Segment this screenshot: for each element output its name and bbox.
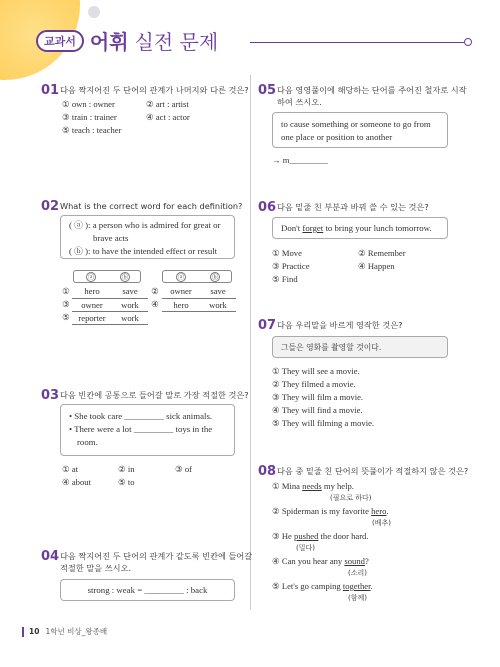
q08-opt5-gloss: (함께) — [348, 594, 367, 602]
q08-option-2[interactable] — [272, 506, 389, 517]
q02-col-b2: ⓑ — [211, 273, 219, 281]
footer-accent-bar — [22, 627, 24, 637]
q08-opt5-pre: ⑤ Let's go camping — [272, 581, 343, 591]
q08-opt1-gloss: (필요로 하다) — [330, 494, 372, 502]
q06-option-5[interactable]: ⑤ Find — [272, 274, 298, 284]
q02-number: 02 — [41, 199, 60, 214]
q02-row-2[interactable] — [60, 298, 236, 311]
q07-number: 07 — [258, 318, 277, 333]
q02-header-a — [73, 270, 141, 283]
q03-line-1: • She took care _________ sick animals. — [69, 411, 213, 421]
q02-definition-box — [60, 215, 235, 259]
q02-def2: ( ⓑ ): to have the intended effect or result — [69, 246, 218, 256]
q06-sentence-post: to bring your lunch tomorrow. — [323, 223, 432, 233]
q02-cell: reporter — [72, 311, 112, 324]
q04-text-1: 다음 짝지어진 두 단어의 관계가 같도록 빈칸에 들어갈 — [60, 551, 253, 561]
q03-line-2: • There were a lot _________ toys in the — [69, 424, 213, 434]
textbook-badge: 교과서 — [36, 30, 84, 52]
q08-opt4-pre: ④ Can you hear any — [272, 556, 345, 566]
q02-cell: save — [200, 285, 236, 298]
q03-text: 다음 빈칸에 공통으로 들어갈 말로 가장 적절한 것은? — [60, 390, 249, 400]
q06-option-2[interactable]: ② Remember — [358, 248, 406, 258]
q08-option-4[interactable] — [272, 556, 369, 567]
q08-opt1-post: my help. — [321, 481, 354, 491]
q02-cell: owner — [162, 285, 200, 298]
q07-option-2[interactable]: ② They filmed a movie. — [272, 379, 356, 389]
q07-option-1[interactable]: ① They will see a movie. — [272, 366, 360, 376]
q08-opt2-word: hero — [371, 506, 387, 516]
q08-option-5[interactable] — [272, 581, 373, 592]
q02-col-a2: ⓐ — [177, 273, 185, 281]
q06-option-3[interactable]: ③ Practice — [272, 261, 310, 271]
q02-opt-num: ① — [62, 286, 70, 296]
q02-opt-num: ② — [151, 286, 159, 296]
q03-option-1[interactable]: ① at — [62, 464, 79, 474]
q08-opt4-word: sound — [344, 556, 365, 566]
q03-option-3[interactable]: ③ of — [175, 464, 193, 474]
q04-text-2: 적절한 말을 쓰시오. — [60, 563, 132, 573]
q03-option-2[interactable]: ② in — [118, 464, 135, 474]
q01-option-2[interactable]: ② art : artist — [146, 99, 189, 109]
q08-opt2-pre: ② Spiderman is my favorite — [272, 506, 372, 516]
q08-opt3-post: the door hard. — [318, 531, 369, 541]
q06-number: 06 — [258, 200, 277, 215]
q02-row-3[interactable] — [60, 311, 236, 324]
q07-option-3[interactable]: ③ They will film a movie. — [272, 392, 364, 402]
footer-text: 1학년 비상_왕종배 — [45, 627, 108, 636]
q06-text: 다음 밑줄 친 부분과 바꿔 쓸 수 있는 것은? — [277, 202, 429, 212]
q06-option-1[interactable]: ① Move — [272, 248, 302, 258]
q05-definition-box — [272, 112, 448, 148]
q02-col-b1: ⓑ — [121, 273, 129, 281]
q08-opt2-post: . — [386, 506, 389, 516]
q05-number: 05 — [258, 83, 277, 98]
q08-opt3-pre: ③ He — [272, 531, 295, 541]
q05-text-1: 다음 영영풀이에 해당하는 단어를 주어진 철자로 시작 — [277, 85, 467, 95]
q08-text: 다음 중 밑줄 친 단어의 뜻풀이가 적절하지 않은 것은? — [277, 466, 469, 476]
q08-opt5-word: together — [342, 581, 371, 591]
q08-opt1-pre: ① Mina — [272, 481, 303, 491]
q03-sentence-box — [60, 404, 235, 456]
q02-cell: work — [112, 311, 148, 324]
column-divider — [250, 75, 251, 610]
q02-opt-num: ④ — [151, 299, 159, 309]
q01-number: 01 — [41, 83, 60, 98]
q02-cell: work — [200, 298, 236, 311]
q08-opt2-gloss: (배추) — [372, 519, 391, 527]
header-title-strong: 어휘 — [89, 30, 129, 54]
q03-number: 03 — [41, 388, 60, 403]
q03-option-5[interactable]: ⑤ to — [118, 477, 135, 487]
q04-analogy-box: strong : weak = _________ : back — [60, 579, 235, 601]
q05-def-2: one place or position to another — [281, 132, 393, 142]
q07-option-4[interactable]: ④ They will find a movie. — [272, 405, 363, 415]
q02-options-table — [60, 285, 236, 325]
q01-option-4[interactable]: ④ act : actor — [146, 112, 190, 122]
q04-number: 04 — [41, 549, 60, 564]
q02-cell: hero — [162, 298, 200, 311]
q08-opt4-gloss: (소리) — [348, 569, 367, 577]
page-number: 10 — [29, 627, 40, 636]
q02-cell: work — [112, 298, 148, 311]
q02-cell: owner — [72, 298, 112, 311]
q05-text-2: 하여 쓰시오. — [277, 97, 322, 107]
q08-opt3-word: pushed — [294, 531, 319, 541]
q08-opt4-post: ? — [364, 556, 369, 566]
page-footer — [22, 626, 107, 637]
q08-option-3[interactable] — [272, 531, 369, 542]
q02-opt-num: ③ — [62, 299, 70, 309]
q08-option-1[interactable] — [272, 481, 354, 492]
q03-option-4[interactable]: ④ about — [62, 477, 91, 487]
q02-def1-cont: brave acts — [93, 233, 129, 243]
q05-def-1: to cause something or someone to go from — [281, 119, 431, 129]
q02-header-b — [162, 270, 232, 283]
q02-opt-num: ⑤ — [62, 312, 70, 322]
page-header — [36, 26, 218, 55]
q05-answer-blank[interactable]: → m_________ — [272, 155, 329, 165]
q06-option-4[interactable]: ④ Happen — [358, 261, 395, 271]
q02-row-1[interactable] — [60, 285, 236, 298]
q02-cell: hero — [72, 285, 112, 298]
q02-cell: save — [112, 285, 148, 298]
q01-option-3[interactable]: ③ train : trainer — [62, 112, 117, 122]
q06-sentence-box — [272, 217, 448, 239]
q02-col-a1: ⓐ — [87, 273, 95, 281]
q07-text: 다음 우리말을 바르게 영작한 것은? — [277, 320, 403, 330]
header-rule-end — [464, 38, 472, 46]
q02-text: What is the correct word for each definition? — [60, 201, 243, 211]
q06-sentence-pre: Don't — [281, 223, 303, 233]
q03-line-3: room. — [77, 437, 98, 447]
q02-def1: ( ⓐ ): a person who is admired for great or — [69, 220, 221, 230]
q01-option-5[interactable]: ⑤ teach : teacher — [62, 125, 122, 135]
q06-underlined-word: forget — [302, 223, 324, 233]
q08-opt1-word: needs — [302, 481, 322, 491]
q01-option-1[interactable]: ① own : owner — [62, 99, 115, 109]
q07-option-5[interactable]: ⑤ They will filming a movie. — [272, 418, 375, 428]
header-title-rest: 실전 문제 — [134, 30, 219, 54]
q08-opt5-post: . — [370, 581, 373, 591]
q08-opt3-gloss: (밀다) — [296, 544, 315, 552]
q08-number: 08 — [258, 464, 277, 479]
q01-text: 다음 짝지어진 두 단어의 관계가 나머지와 다른 것은? — [60, 85, 249, 95]
header-rule — [250, 42, 464, 43]
q07-korean-box: 그들은 영화를 촬영할 것이다. — [272, 336, 448, 358]
